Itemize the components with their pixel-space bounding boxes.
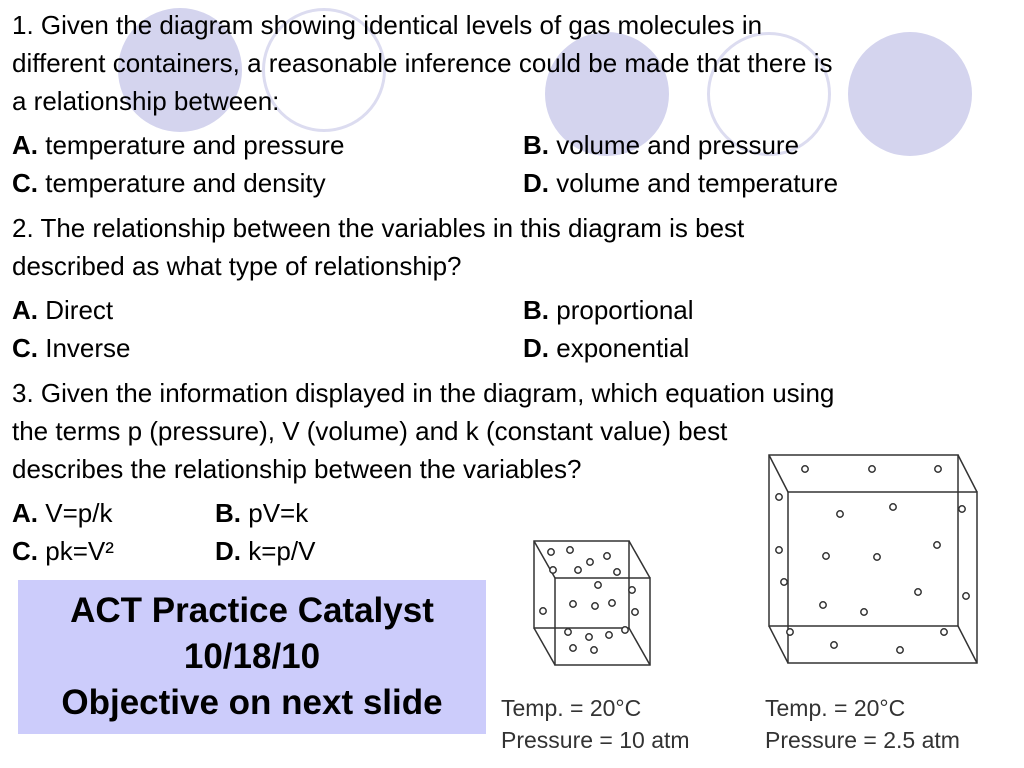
gas-molecule bbox=[595, 582, 601, 588]
gas-molecule bbox=[837, 511, 843, 517]
gas-molecule bbox=[934, 542, 940, 548]
question-1-line: a relationship between: bbox=[12, 86, 280, 116]
question-1-line: 1. Given the diagram showing identical levels of gas molecules in bbox=[12, 10, 763, 40]
question-3-option-b[interactable]: B. pV=k bbox=[215, 498, 309, 528]
gas-molecule bbox=[802, 466, 808, 472]
gas-molecule bbox=[823, 553, 829, 559]
gas-molecule bbox=[629, 587, 635, 593]
question-1-option-d[interactable]: D. volume and temperature bbox=[523, 168, 839, 198]
question-2-option-d[interactable]: D. exponential bbox=[523, 333, 690, 363]
gas-molecule bbox=[890, 504, 896, 510]
question-3-line: 3. Given the information displayed in the diagram, which equation using bbox=[12, 378, 835, 408]
question-2-line: 2. The relationship between the variables in this diagram is best bbox=[12, 213, 745, 243]
gas-molecule bbox=[567, 547, 573, 553]
gas-molecule bbox=[575, 567, 581, 573]
small-container-temp-label: Temp. = 20°C bbox=[501, 695, 642, 721]
gas-molecule bbox=[897, 647, 903, 653]
gas-molecule bbox=[540, 608, 546, 614]
question-2-option-a[interactable]: A. Direct bbox=[12, 295, 114, 325]
gas-molecule bbox=[787, 629, 793, 635]
question-2-option-b[interactable]: B. proportional bbox=[523, 295, 694, 325]
question-2-line: described as what type of relationship? bbox=[12, 251, 462, 281]
large-container-back-face bbox=[769, 455, 958, 626]
gas-molecule bbox=[565, 629, 571, 635]
gas-molecule bbox=[606, 632, 612, 638]
gas-molecule bbox=[548, 549, 554, 555]
question-3-option-c[interactable]: C. pk=V² bbox=[12, 536, 114, 566]
gas-molecule bbox=[781, 579, 787, 585]
gas-molecule bbox=[592, 603, 598, 609]
banner-note: Objective on next slide bbox=[61, 683, 443, 722]
question-3-line: describes the relationship between the variables? bbox=[12, 454, 582, 484]
question-2-option-c[interactable]: C. Inverse bbox=[12, 333, 131, 363]
large-container-temp-label: Temp. = 20°C bbox=[765, 695, 906, 721]
question-1-option-b[interactable]: B. volume and pressure bbox=[523, 130, 800, 160]
gas-molecule bbox=[874, 554, 880, 560]
gas-molecule bbox=[869, 466, 875, 472]
gas-molecule bbox=[915, 589, 921, 595]
large-molecule-group bbox=[776, 466, 969, 653]
gas-molecule bbox=[632, 609, 638, 615]
gas-molecule bbox=[586, 634, 592, 640]
gas-molecule bbox=[963, 593, 969, 599]
gas-molecule bbox=[959, 506, 965, 512]
gas-molecule bbox=[622, 627, 628, 633]
banner-date: 10/18/10 bbox=[183, 637, 321, 676]
banner-title: ACT Practice Catalyst bbox=[70, 591, 434, 630]
gas-molecule bbox=[604, 553, 610, 559]
large-container-pressure-label: Pressure = 2.5 atm bbox=[765, 727, 960, 753]
gas-molecule bbox=[591, 647, 597, 653]
gas-molecule bbox=[820, 602, 826, 608]
question-3-option-a[interactable]: A. V=p/k bbox=[12, 498, 113, 528]
gas-molecule bbox=[935, 466, 941, 472]
gas-molecule bbox=[614, 569, 620, 575]
question-3-option-d[interactable]: D. k=p/V bbox=[215, 536, 316, 566]
gas-molecule bbox=[831, 642, 837, 648]
question-1-line: different containers, a reasonable inference could be made that there is bbox=[12, 48, 833, 78]
large-container-front-face bbox=[788, 492, 977, 663]
gas-molecule bbox=[550, 567, 556, 573]
small-container-pressure-label: Pressure = 10 atm bbox=[501, 727, 690, 753]
gas-molecule bbox=[941, 629, 947, 635]
question-1-option-c[interactable]: C. temperature and density bbox=[12, 168, 326, 198]
gas-molecule bbox=[587, 559, 593, 565]
gas-molecule bbox=[570, 645, 576, 651]
gas-molecule bbox=[776, 547, 782, 553]
gas-molecule bbox=[861, 609, 867, 615]
question-3-line: the terms p (pressure), V (volume) and k (constant value) best bbox=[12, 416, 728, 446]
gas-molecule bbox=[609, 600, 615, 606]
question-1-option-a[interactable]: A. temperature and pressure bbox=[12, 130, 345, 160]
gas-molecule bbox=[570, 601, 576, 607]
gas-molecule bbox=[776, 494, 782, 500]
